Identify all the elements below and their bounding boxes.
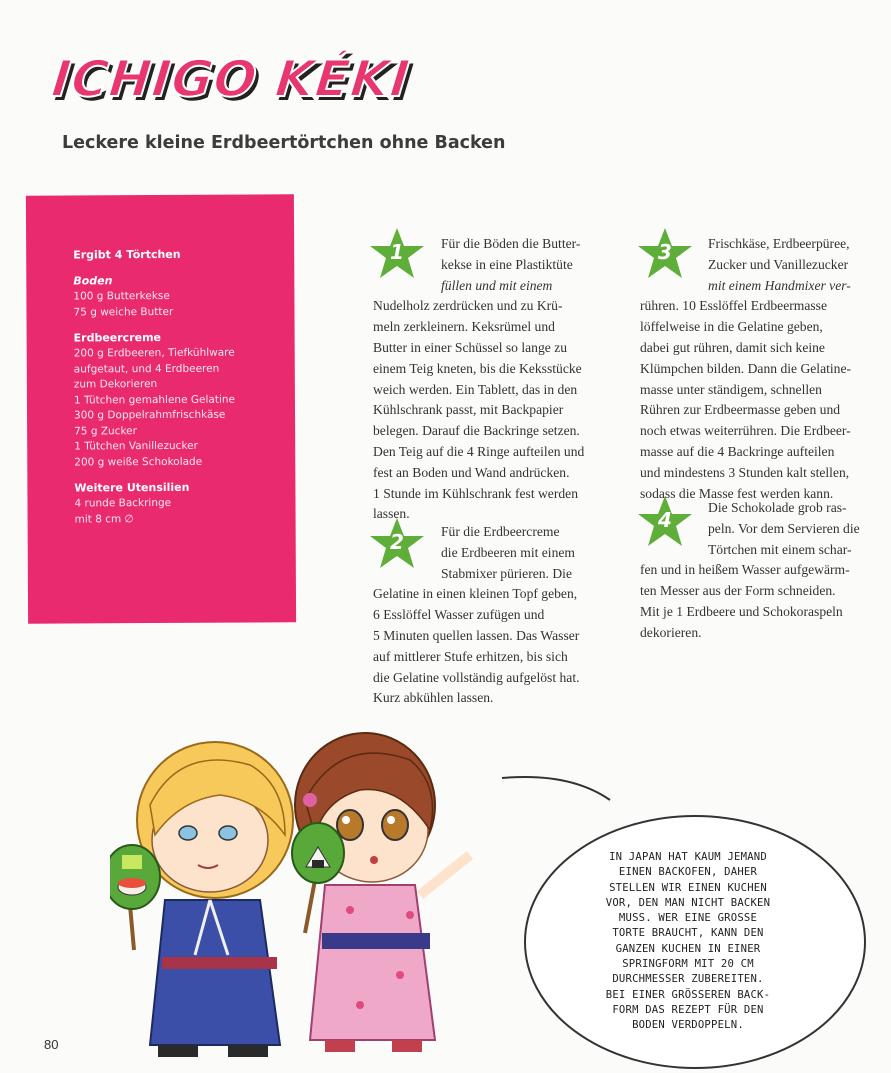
step-line: die Erdbeeren mit einem xyxy=(441,544,575,560)
bubble-line: STELLEN WIR EINEN KUCHEN xyxy=(609,881,767,894)
ingredients-card xyxy=(26,194,296,623)
step-line: rühren. 10 Esslöffel Erdbeermasse xyxy=(640,298,827,314)
step-line: masse auf die 4 Backringe aufteilen xyxy=(640,443,835,459)
step-line: peln. Vor dem Servieren die xyxy=(708,520,860,536)
bubble-line: GANZEN KUCHEN IN EINER xyxy=(615,942,761,955)
step-line: belegen. Darauf die Backringe setzen. xyxy=(373,423,580,439)
bubble-line: DURCHMESSER ZUBEREITEN. xyxy=(612,973,764,986)
ingredient-item: 1 Tütchen Vanillezucker xyxy=(74,439,198,453)
section-heading-boden: Boden xyxy=(73,274,113,288)
step-line: und mindestens 3 Stunden kalt stellen, xyxy=(640,464,850,480)
step-line: dekorieren. xyxy=(640,624,702,640)
step-line: die Gelatine vollständig aufgelöst hat. xyxy=(373,669,580,685)
step-4-number: 4 xyxy=(658,508,672,532)
step-line: lassen. xyxy=(373,506,410,522)
step-line: 5 Minuten quellen lassen. Das Wasser xyxy=(373,627,580,643)
section-heading-utensilien: Weitere Utensilien xyxy=(74,480,190,495)
step-3-text xyxy=(640,234,890,504)
step-line: ten Messer aus der Form schneiden. xyxy=(640,583,836,599)
step-line: fest an Boden und Wand andrücken. xyxy=(373,464,570,480)
ingredient-item: aufgetaut, und 4 Erdbeeren xyxy=(73,362,220,375)
ingredients-list xyxy=(73,246,284,527)
step-line: Den Teig auf die 4 Ringe aufteilen und xyxy=(373,443,585,459)
ingredient-item: 1 Tütchen gemahlene Gelatine xyxy=(73,393,235,406)
step-line: Mit je 1 Erdbeere und Schokoraspeln xyxy=(640,603,843,619)
bubble-line: VOR, DEN MAN NICHT BACKEN xyxy=(605,896,771,909)
bubble-line: FORM DAS REZEPT FÜR DEN xyxy=(612,1003,764,1016)
step-line: Frischkäse, Erdbeerpüree, xyxy=(708,236,850,251)
step-line: Törtchen mit einem schar- xyxy=(708,541,852,557)
step-1-text xyxy=(373,234,633,525)
recipe-subtitle: Leckere kleine Erdbeertörtchen ohne Backen xyxy=(62,133,506,153)
boy-character-icon xyxy=(110,742,293,1057)
step-line: Für die Erdbeercreme xyxy=(441,524,560,539)
step-line: Kühlschrank passt, mit Backpapier xyxy=(373,402,564,418)
yield-label: Ergibt 4 Törtchen xyxy=(73,247,181,262)
recipe-title: ICHIGO KÉKI xyxy=(48,50,414,108)
bubble-line: BODEN VERDOPPELN. xyxy=(632,1019,744,1032)
step-line: noch etwas weiterrühren. Die Erdbeer- xyxy=(640,423,851,439)
speech-bubble-text xyxy=(558,850,818,1034)
step-1-number: 1 xyxy=(390,240,404,264)
step-line: 1 Stunde im Kühlschrank fest werden xyxy=(373,485,578,501)
ingredient-item: 100 g Butterkekse xyxy=(73,289,170,303)
step-line: mit einem Handmixer ver- xyxy=(708,277,851,293)
step-line: auf mittlerer Stufe erhitzen, bis sich xyxy=(373,648,568,664)
ingredient-item: mit 8 cm ∅ xyxy=(74,512,134,525)
step-line: meln zerkleinern. Keksrümel und xyxy=(373,319,555,335)
ingredient-item: 200 g Erdbeeren, Tiefkühlware xyxy=(73,346,235,360)
step-line: Kurz abkühlen lassen. xyxy=(373,690,494,706)
chibi-characters-illustration xyxy=(110,705,510,1073)
step-line: Die Schokolade grob ras- xyxy=(708,500,847,515)
bubble-line: SPRINGFORM MIT 20 CM xyxy=(622,958,754,971)
step-line: löffelweise in die Gelatine geben, xyxy=(640,319,823,335)
bubble-line: TORTE BRAUCHT, KANN DEN xyxy=(612,927,764,940)
step-line: 6 Esslöffel Wasser zufügen und xyxy=(373,607,545,623)
step-line: füllen und mit einem xyxy=(441,277,553,293)
step-line: Zucker und Vanillezucker xyxy=(708,256,849,272)
step-3-number: 3 xyxy=(658,240,672,264)
step-line: Butter in einer Schüssel so lange zu xyxy=(373,339,568,355)
bubble-line: BEI EINER GRÖSSEREN BACK- xyxy=(605,988,771,1001)
page-number: 80 xyxy=(44,1037,59,1052)
step-line: Stabmixer pürieren. Die xyxy=(441,565,572,581)
step-line: Für die Böden die Butter- xyxy=(441,236,581,251)
ingredient-item: 4 runde Backringe xyxy=(74,496,172,510)
ingredient-item: 200 g weiße Schokolade xyxy=(74,455,203,468)
ingredient-item: zum Dekorieren xyxy=(73,378,158,391)
step-line: fen und in heißem Wasser aufgewärm- xyxy=(640,562,850,578)
step-line: einem Teig kneten, bis die Keksstücke xyxy=(373,360,582,376)
step-line: dabei gut rühren, damit sich keine xyxy=(640,339,825,355)
ingredient-item: 300 g Doppelrahmfrischkäse xyxy=(74,408,226,422)
step-line: Gelatine in einen kleinen Topf geben, xyxy=(373,586,578,602)
bubble-line: EINEN BACKOFEN, DAHER xyxy=(618,866,758,879)
section-heading-erdbeercreme: Erdbeercreme xyxy=(73,330,162,345)
step-line: weich werden. Ein Tablett, das in den xyxy=(373,381,578,397)
bubble-line: IN JAPAN HAT KAUM JEMAND xyxy=(609,851,767,863)
girl-character-icon xyxy=(292,733,470,1052)
step-4-text xyxy=(640,498,890,644)
step-line: Klümpchen bilden. Dann die Gelatine- xyxy=(640,360,852,376)
step-line: Nudelholz zerdrücken und zu Krü- xyxy=(373,298,563,314)
step-line: kekse in eine Plastiktüte xyxy=(441,256,573,272)
step-2-text xyxy=(373,522,633,709)
step-line: masse unter ständigem, schnellen xyxy=(640,381,822,397)
step-line: sodass die Masse fest werden kann. xyxy=(640,485,834,501)
step-line: Rühren zur Erdbeermasse geben und xyxy=(640,402,841,418)
ingredient-item: 75 g weiche Butter xyxy=(73,305,174,318)
step-2-number: 2 xyxy=(390,530,404,554)
ingredient-item: 75 g Zucker xyxy=(74,424,137,437)
bubble-line: MUSS. WER EINE GROSSE xyxy=(618,912,758,925)
